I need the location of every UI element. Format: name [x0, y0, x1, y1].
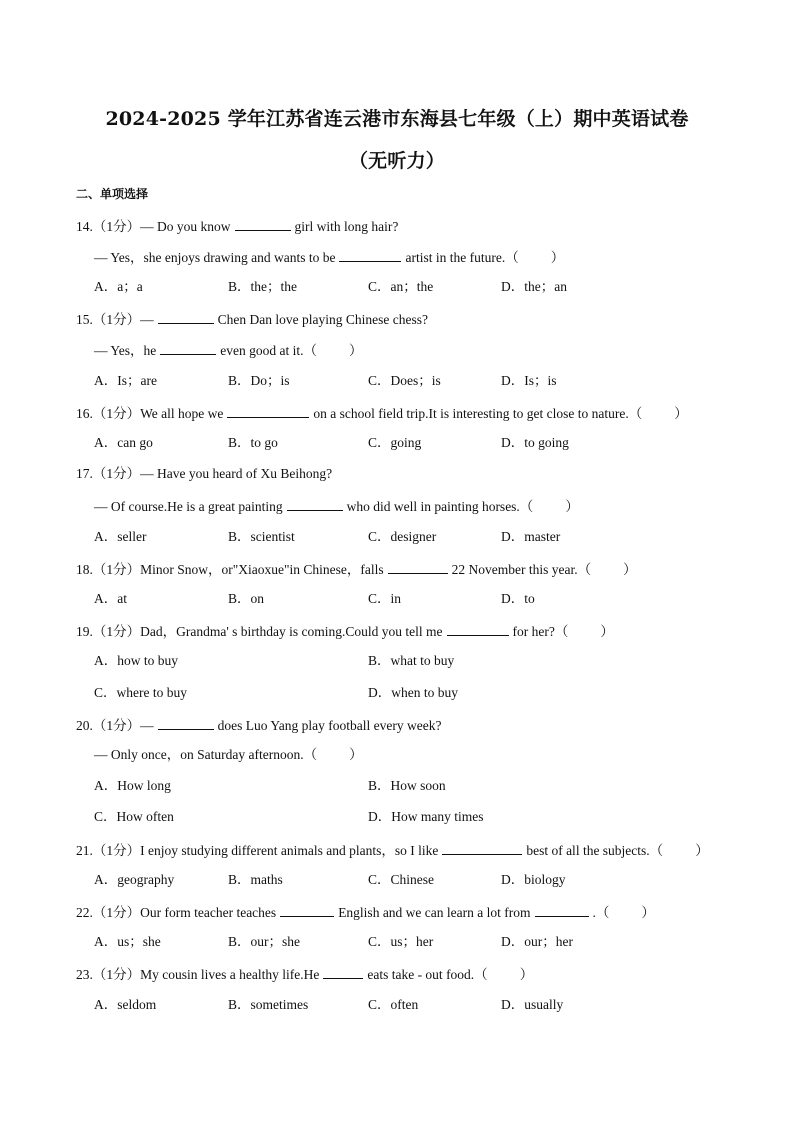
option-d[interactable]: D．biology [501, 872, 566, 887]
exam-title: 2024-2025 学年江苏省连云港市东海县七年级（上）期中英语试卷 [105, 108, 689, 130]
option-b[interactable]: B．scientist [228, 529, 295, 544]
option-d[interactable]: D．our；her [501, 934, 573, 949]
question-text: ） [349, 343, 363, 358]
answer-blank[interactable] [535, 902, 589, 917]
answer-blank[interactable] [280, 902, 334, 917]
option-a[interactable]: A．a；a [94, 279, 143, 294]
question-number: 20.（1分） [76, 718, 141, 733]
option-d[interactable]: D．usually [501, 997, 564, 1012]
question-text: My cousin lives a healthy life.He [140, 967, 320, 982]
answer-blank[interactable] [287, 496, 343, 511]
question-text: ） [519, 967, 534, 982]
answer-blank[interactable] [227, 403, 309, 418]
question-19 [76, 621, 614, 641]
option-a[interactable]: A．seller [94, 529, 147, 544]
option-b[interactable]: B．on [228, 591, 265, 606]
question-16 [76, 403, 688, 423]
question-number: 16.（1分） [76, 406, 141, 421]
question-text: English and we can learn a lot from [338, 905, 531, 920]
question-20 [76, 715, 441, 735]
question-text: — Yes，she enjoys drawing and wants to be [94, 250, 336, 265]
question-text: ） [565, 499, 579, 514]
question-14-line-2 [94, 247, 564, 267]
question-text: eats take - out food.（ [367, 967, 488, 982]
option-c[interactable]: C．designer [368, 529, 437, 544]
question-text: does Luo Yang play football every week? [217, 718, 442, 733]
question-text: — [140, 718, 154, 733]
question-text: ） [641, 905, 655, 920]
option-c[interactable]: C．often [368, 997, 419, 1012]
question-number: 23.（1分） [76, 967, 141, 982]
option-d[interactable]: D．Is；is [501, 373, 557, 388]
option-b[interactable]: B．How soon [368, 778, 446, 793]
question-text: for her?（ [512, 624, 569, 639]
question-text: artist in the future.（ [405, 250, 519, 265]
question-number: 21.（1分） [76, 843, 141, 858]
question-18 [76, 559, 637, 579]
question-text: 22 November this year.（ [451, 562, 592, 577]
question-text: best of all the subjects.（ [526, 843, 664, 858]
question-15 [76, 309, 428, 329]
question-number: 22.（1分） [76, 905, 141, 920]
question-22 [76, 902, 655, 922]
question-21 [76, 840, 709, 860]
option-b[interactable]: B．the；the [228, 279, 297, 294]
question-text: ） [349, 747, 363, 762]
answer-blank[interactable] [442, 840, 522, 855]
option-a[interactable]: A．How long [94, 778, 171, 793]
question-text: on a school field trip.It is interesting to get close to nature.（ [313, 406, 643, 421]
option-d[interactable]: D．master [501, 529, 561, 544]
option-a[interactable]: A．us；she [94, 934, 161, 949]
question-text: — Have you heard of Xu Beihong? [140, 466, 333, 481]
option-d[interactable]: D．to [501, 591, 535, 606]
question-15-line-2 [94, 340, 363, 360]
answer-blank[interactable] [388, 559, 448, 574]
answer-blank[interactable] [339, 247, 401, 262]
question-number: 18.（1分） [76, 562, 141, 577]
question-text: — [140, 312, 154, 327]
question-14 [76, 216, 398, 236]
question-text: Dad，Grandma' s birthday is coming.Could you tell me [140, 624, 443, 639]
question-text: — Yes，he [94, 343, 157, 358]
option-c[interactable]: C．Chinese [368, 872, 434, 887]
exam-subtitle: （无听力） [348, 150, 445, 172]
question-20-line-2 [94, 746, 363, 764]
question-number: 15.（1分） [76, 312, 141, 327]
question-text: I enjoy studying different animals and plants，so I like [140, 843, 439, 858]
option-a[interactable]: A．seldom [94, 997, 157, 1012]
question-text: We all hope we [140, 406, 224, 421]
option-c[interactable]: C．in [368, 591, 402, 606]
option-a[interactable]: A．can go [94, 435, 153, 450]
question-text: ） [695, 843, 709, 858]
option-d[interactable]: D．when to buy [368, 685, 458, 700]
option-b[interactable]: B．our；she [228, 934, 300, 949]
option-d[interactable]: D．to going [501, 435, 569, 450]
option-a[interactable]: A．how to buy [94, 653, 178, 668]
question-text: Chen Dan love playing Chinese chess? [217, 312, 428, 327]
question-17-line-2 [94, 496, 579, 516]
option-c[interactable]: C．How often [94, 809, 174, 824]
question-text: ） [623, 562, 637, 577]
option-c[interactable]: C．Does；is [368, 373, 441, 388]
option-b[interactable]: B．what to buy [368, 653, 455, 668]
question-text: ） [674, 406, 688, 421]
question-text: — Of course.He is a great painting [94, 499, 283, 514]
option-a[interactable]: A．geography [94, 872, 175, 887]
option-b[interactable]: B．to go [228, 435, 278, 450]
question-text: girl with long hair? [294, 219, 399, 234]
option-c[interactable]: C．us；her [368, 934, 434, 949]
answer-blank[interactable] [323, 964, 363, 979]
answer-blank[interactable] [447, 621, 509, 636]
option-b[interactable]: B．Do；is [228, 373, 290, 388]
question-text: who did well in painting horses.（ [346, 499, 534, 514]
question-text: — Only once，on Saturday afternoon.（ [94, 747, 318, 762]
section-heading: 二、单项选择 [76, 187, 149, 201]
question-number: 19.（1分） [76, 624, 141, 639]
question-23 [76, 964, 533, 984]
question-text: .（ [592, 905, 610, 920]
question-text: — Do you know [140, 219, 231, 234]
answer-blank[interactable] [158, 309, 214, 324]
option-c[interactable]: C．where to buy [94, 685, 187, 700]
option-d[interactable]: D．the；an [501, 279, 567, 294]
question-number: 14.（1分） [76, 219, 141, 234]
option-b[interactable]: B．sometimes [228, 997, 309, 1012]
answer-blank[interactable] [158, 715, 214, 730]
option-a[interactable]: A．Is；are [94, 373, 157, 388]
option-c[interactable]: C．an；the [368, 279, 434, 294]
question-text: Minor Snow，or"Xiaoxue"in Chinese，falls [140, 562, 384, 577]
answer-blank[interactable] [160, 340, 216, 355]
question-17 [76, 465, 332, 483]
option-b[interactable]: B．maths [228, 872, 283, 887]
question-text: even good at it.（ [220, 343, 317, 358]
option-a[interactable]: A．at [94, 591, 127, 606]
option-d[interactable]: D．How many times [368, 809, 484, 824]
question-text: Our form teacher teaches [140, 905, 277, 920]
option-c[interactable]: C．going [368, 435, 422, 450]
question-text: ） [550, 250, 565, 265]
question-text: ） [600, 624, 614, 639]
question-number: 17.（1分） [76, 466, 141, 481]
answer-blank[interactable] [235, 216, 291, 231]
